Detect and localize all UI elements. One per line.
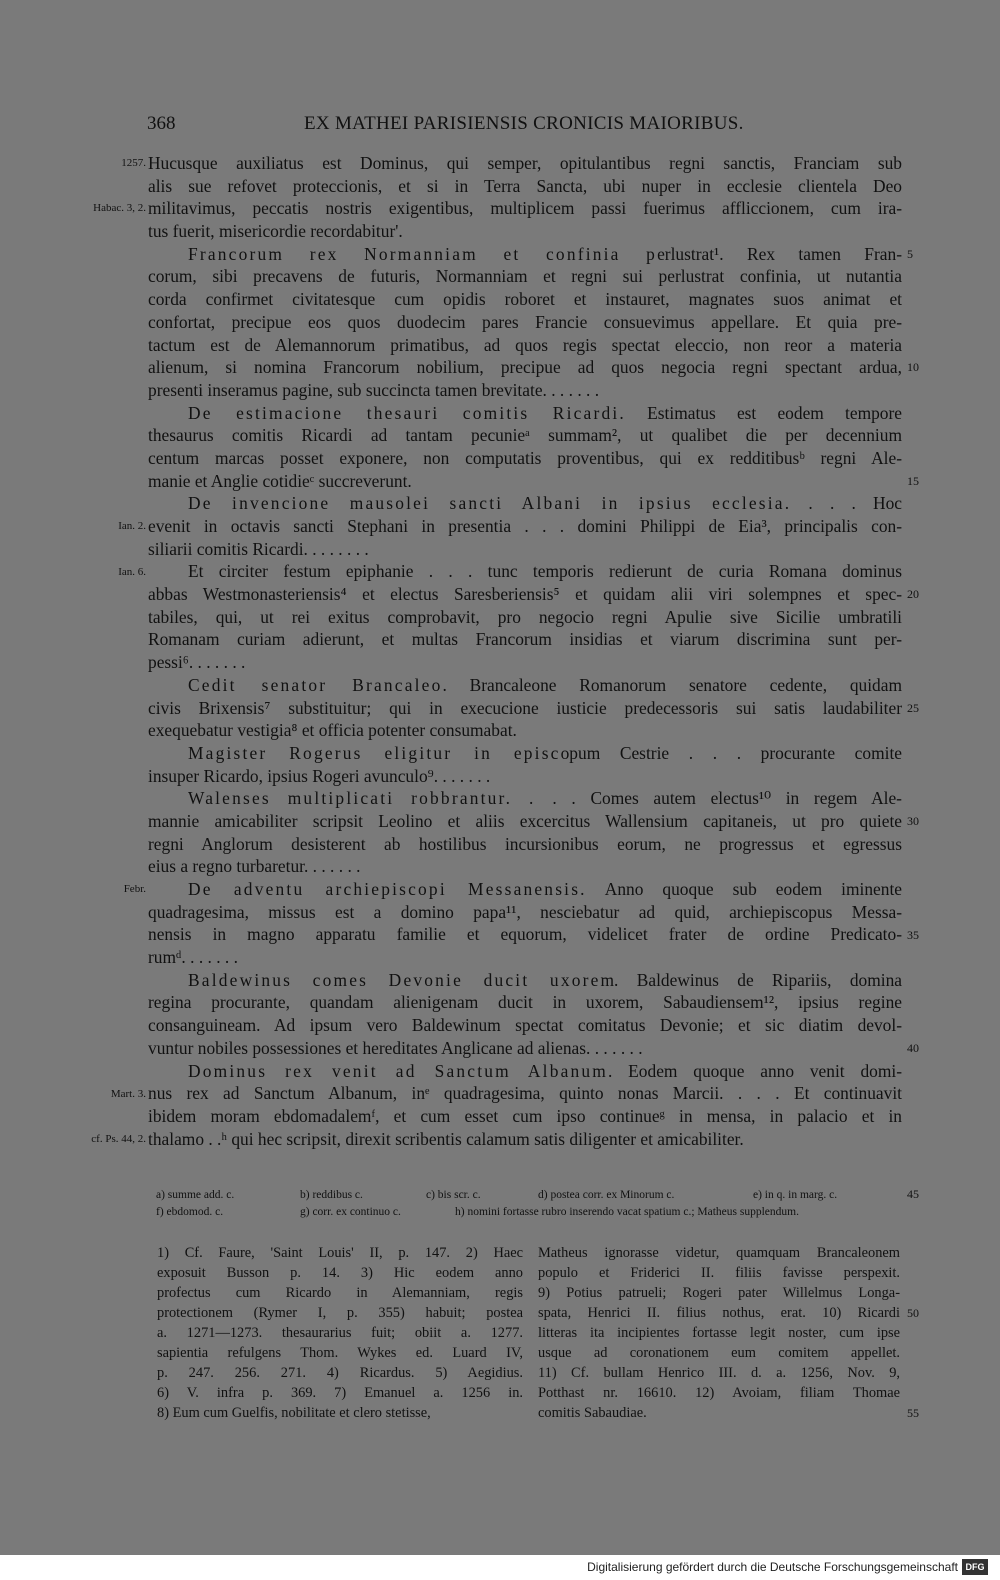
text-line: thesaurus comitis Ricardi ad tantam pecunieᵃ summam², ut qualibet die per decennium (148, 425, 902, 446)
apparatus-note: d) postea corr. ex Minorum c. (538, 1189, 675, 1201)
section-heading: De invencione mausolei sancti Albani in ipsius ecclesia. (188, 493, 792, 514)
section-heading: De estimacione thesauri comitis Ricardi. (188, 402, 626, 423)
text-line: vuntur nobiles possessiones et hereditates Anglicane ad alienas. . . . . . . (148, 1037, 643, 1058)
section-heading: Baldewinus comes Devonie ducit uxore (188, 969, 601, 990)
text-line: tabiles, qui, ut rei exitus comprobavit, pro negocio regni Apulie sive Sicilie umbratili (148, 606, 902, 627)
line-number: 40 (907, 1041, 919, 1056)
footnote-line: spata, Henrici II. filius nothus, erat. 10) Ricardi (538, 1305, 900, 1321)
apparatus-note: e) in q. in marg. c. (753, 1189, 838, 1201)
text-line: confortat, precipue eos quos duodecim pares Francie consuevimus appellare. Et quia pre- (148, 311, 902, 332)
line-number: 20 (907, 587, 919, 602)
text-line: nensis in magno apparatu familie et equorum, videlicet frater de ordine Predicato- (148, 924, 902, 945)
section-heading: Magister Rogerus eligitur in episc (188, 742, 561, 763)
text-line: insuper Ricardo, ipsius Rogeri avunculo⁹. . . . . . . (148, 765, 491, 786)
apparatus-note: b) reddibus c. (300, 1189, 363, 1201)
text-line: De estimacione thesauri comitis Ricardi. Estimatus est eodem tempore (188, 402, 902, 423)
apparatus-note: a) summe add. c. (156, 1189, 235, 1201)
footnote-line: 8) Eum cum Guelfis, nobilitate et clero stetisse, (157, 1405, 431, 1421)
line-number: 35 (907, 927, 919, 942)
digitization-bar (0, 1555, 1000, 1580)
footnote-line: 9) Potius patrueli; Rogeri pater Willelmus Longa- (538, 1285, 900, 1301)
text-line: Dominus rex venit ad Sanctum Albanum. Eodem quoque anno venit domi- (188, 1060, 902, 1081)
footnote-line: Potthast nr. 16610. 12) Avoiam, filiam Thomae (538, 1385, 900, 1401)
footnote-line: profectus cum Ricardo in Alemanniam, regis (157, 1285, 523, 1301)
apparatus-note: f) ebdomod. c. (156, 1206, 224, 1218)
footnotes-column-left (157, 1243, 523, 1423)
text-line: ibidem moram ebdomadalemᶠ, et cum esset cum ipso continueᵍ in mensa, in palacio et in (148, 1105, 902, 1126)
text-line: exequebatur vestigia⁸ et officia potenter consumabat. (148, 720, 517, 741)
text-line: Cedit senator Brancaleo. Brancaleone Romanorum senatore cedente, quidam (188, 674, 902, 695)
text-line: presenti inseramus pagine, sub succincta tamen brevitate. . . . . . . (148, 379, 600, 400)
dfg-logo: DFG (962, 1559, 988, 1575)
text-line: alis sue refovet proteccionis, et si in Terra Sancta, ubi nuper in ecclesie clientela Deo (148, 175, 902, 196)
text-line: De adventu archiepiscopi Messanensis. Anno quoque sub eodem iminente (188, 879, 902, 899)
text-line: eius a regno turbaretur. . . . . . . (148, 856, 361, 877)
text-line: nus rex ad Sanctum Albanum, inᵉ quadragesima, quinto nonas Marcii. . . . Et continuavit (148, 1083, 902, 1104)
line-number: 15 (907, 473, 919, 488)
footnote-line: Matheus ignorasse videtur, quamquam Brancaleonem (538, 1245, 900, 1261)
section-heading: Dominus rex venit ad Sanctum Albanum (188, 1060, 609, 1081)
footnote-line: a. 1271—1273. thesaurarius fuit; obiit a. 1277. (157, 1325, 523, 1341)
apparatus-row-1 (156, 1187, 896, 1204)
digitization-note: Digitalisierung gefördert durch die Deutsche Forschungsgemeinschaft (587, 1560, 958, 1574)
text-line: Et circiter festum epiphanie . . . tunc temporis redierunt de curia Romana dominus (188, 561, 902, 582)
text-line: pessi⁶. . . . . . . (148, 652, 246, 673)
footnotes-column-right (538, 1243, 900, 1423)
footnote-line: 1) Cf. Faure, 'Saint Louis' II, p. 147. 2) Haec (157, 1245, 523, 1261)
text-line: rumᵈ. . . . . . . (148, 947, 238, 968)
text-line: abbas Westmonasteriensis⁴ et electus Saresberiensis⁵ et quidam alii viri solempnes et spec- (148, 584, 902, 605)
apparatus-line-number: 45 (907, 1187, 919, 1201)
line-number: 25 (907, 700, 919, 715)
margin-note: Ian. 2. (118, 520, 146, 533)
margin-note: cf. Ps. 44, 2. (91, 1133, 146, 1146)
footnote-line: litteras ita incipientes fortasse legit noster, cum ipse (538, 1325, 900, 1341)
line-number: 50 (907, 1306, 919, 1320)
text-line: militavimus, peccatis nostris exigentibus, multiplicem passi fuerimus affliccionem, cum ira- (148, 198, 902, 219)
running-title: EX MATHEI PARISIENSIS CRONICIS MAIORIBUS. (304, 113, 744, 134)
text-line: corda confirmet civitatesque cum opidis roboret et instauret, magnates suos animat et (148, 289, 902, 310)
text-line: mannie amicabiliter scripsit Leolino et aliis excercitus Wallensium capitaneis, ut pro quiete (148, 810, 902, 831)
footnote-line: usque ad coronationem eum comitem appellet. (538, 1345, 900, 1361)
footnote-line: exposuit Busson p. 14. 3) Hic eodem anno (157, 1265, 523, 1281)
apparatus-note: h) nomini fortasse rubro inserendo vacat spatium c.; Matheus supplendum. (455, 1206, 799, 1218)
text-line: civis Brixensis⁷ substituitur; qui in execucione iusticie predecessoris sui satis laudabiliter (148, 697, 902, 718)
footnote-line: p. 247. 256. 271. 4) Ricardus. 5) Aegidius. (157, 1365, 523, 1381)
text-line: manie et Anglie cotidieᶜ succreverunt. (148, 470, 412, 491)
line-number: 10 (907, 360, 919, 375)
text-line: Walenses multiplicati robbrantur. . . . Comes autem electus¹⁰ in regem Ale- (188, 788, 902, 809)
margin-note: Ian. 6. (118, 565, 146, 578)
text-line: tus fuerit, misericordie recordabitur'. (148, 221, 403, 242)
margin-note: Mart. 3. (110, 1087, 146, 1100)
text-line: consanguineam. Ad ipsum vero Baldewinum spectat comitatus Devonie; et sic diatim devol- (148, 1015, 902, 1036)
line-number: 55 (907, 1406, 919, 1420)
margin-note: Habac. 3, 2. (93, 202, 146, 215)
page-number: 368 (147, 113, 176, 134)
text-line: regni Anglorum desisterent ab hostilibus incursionibus eorum, ne progressus et egressus (148, 833, 902, 854)
text-line: Baldewinus comes Devonie ducit uxorem. Baldewinus de Ripariis, domina (188, 969, 902, 990)
margin-note: Febr. (123, 883, 146, 896)
margin-note: 1257. (121, 157, 146, 169)
footnote-line: protectionem (Rymer I, p. 355) habuit; postea (157, 1305, 523, 1321)
text-line: regina procurante, quandam alienigenam ducit in uxorem, Sabaudiensem¹², ipsius regine (148, 992, 902, 1013)
line-number: 5 (907, 246, 913, 261)
section-heading: Francorum rex Normanniam et confinia p (188, 243, 658, 264)
text-line: evenit in octavis sancti Stephani in presentia . . . domini Philippi de Eia³, principalis con- (148, 516, 902, 536)
critical-apparatus (156, 1187, 896, 1221)
line-number: 30 (907, 814, 919, 829)
apparatus-note: c) bis scr. c. (426, 1189, 481, 1201)
text-line: Francorum rex Normanniam et confinia perlustrat¹. Rex tamen Fran- (188, 243, 902, 264)
text-line: thalamo . .ʰ qui hec scripsit, direxit scribentis calamum satis diligenter et amicabiliter. (148, 1128, 744, 1149)
text-line: siliarii comitis Ricardi. . . . . . . . (148, 538, 369, 559)
text-line: alienum, si nomina Francorum nobilium, precipue ad quos negocia regni spectant ardua, (148, 357, 902, 378)
footnote-line: 6) V. infra p. 369. 7) Emanuel a. 1256 in. (157, 1385, 523, 1401)
text-line: quadragesima, missus est a domino papa¹¹, nesciebatur ad quid, archiepiscopus Messa- (148, 901, 902, 922)
text-line: corum, sibi precavens de futuris, Normanniam et regni sui perlustrat confinia, ut nutantia (148, 266, 902, 287)
text-line: centum marcas posset exponere, non computatis proventibus, qui ex redditibusᵇ regni Ale- (148, 447, 902, 468)
apparatus-row-2 (156, 1204, 896, 1221)
text-line: Magister Rogerus eligitur in episcopum Cestrie . . . procurante comite (188, 742, 902, 763)
footnote-line: sapientia refulgens Thom. Wykes ed. Luard IV, (157, 1345, 523, 1361)
text-line: Romanam curiam adierunt, et multas Francorum insidias et viarum discrimina sunt per- (148, 629, 902, 650)
section-heading: De adventu archiepiscopi Messanensis. (188, 879, 587, 899)
main-text (148, 152, 902, 1150)
footnote-line: populo et Friderici II. filiis favisse perspexit. (538, 1265, 900, 1281)
footnote-line: 11) Cf. bullam Henrico III. d. a. 1256, Nov. 9, (538, 1365, 900, 1381)
section-heading: Cedit senator Brancaleo (188, 674, 443, 695)
text-line: Hucusque auxiliatus est Dominus, qui semper, opitulantibus regni sanctis, Franciam sub (148, 153, 902, 173)
text-line: tactum est de Alemannorum primatibus, ad quos regis spectat eleccio, non reor a materia (148, 334, 902, 355)
section-heading: Walenses multiplicati robbrantur. . (188, 788, 553, 809)
apparatus-note: g) corr. ex continuo c. (300, 1206, 401, 1218)
text-line: De invencione mausolei sancti Albani in ipsius ecclesia. . . . Hoc (188, 493, 902, 514)
footnote-line: comitis Sabaudiae. (538, 1405, 647, 1421)
